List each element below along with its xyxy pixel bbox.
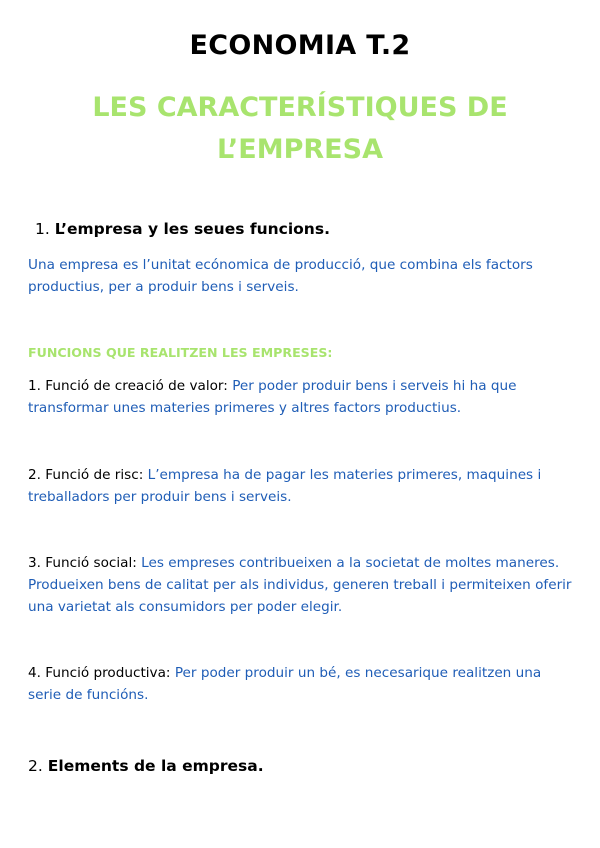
subtitle-line-1: LES CARACTERÍSTIQUES DE [92,92,508,123]
section-1-number: 1. [35,220,50,238]
document-title: ECONOMIA T.2 [189,30,411,61]
function-label: 2. Funció de risc: [28,467,144,483]
document-subtitle [40,87,560,171]
function-item-value-creation [28,375,576,419]
subtitle-line-2: L’EMPRESA [217,134,383,165]
function-item-productive [28,662,576,706]
function-description: Les empreses contribueixen a la societat de moltes maneres. Produeixen bens de calitat per als individus, generen treball i permiteixen oferir una varietat als consumidors per poder elegir. [28,555,572,615]
function-description: Per poder produir un bé, es necesarique realitzen una serie de funcións. [28,665,542,703]
section-2-number: 2. [28,757,43,775]
company-definition: Una empresa es l’unitat ecónomica de producció, que combina els factors productius, per a produir bens i serveis. [28,257,533,295]
function-label: 4. Funció productiva: [28,665,171,681]
function-description: Per poder produir bens i serveis hi ha que transformar unes materies primeres y altres factors productius. [28,378,517,416]
section-1-heading [35,220,330,238]
function-label: 1. Funció de creació de valor: [28,378,228,394]
section-1-title: L’empresa y les seues funcions. [54,220,330,238]
function-item-risk [28,464,576,508]
section-2-title: Elements de la empresa. [47,757,264,775]
functions-heading: FUNCIONS QUE REALITZEN LES EMPRESES: [28,345,333,360]
function-description: L’empresa ha de pagar les materies primeres, maquines i treballadors per produir bens i serveis. [28,467,542,505]
section-2-heading [28,757,264,775]
function-item-social [28,552,576,618]
function-label: 3. Funció social: [28,555,137,571]
